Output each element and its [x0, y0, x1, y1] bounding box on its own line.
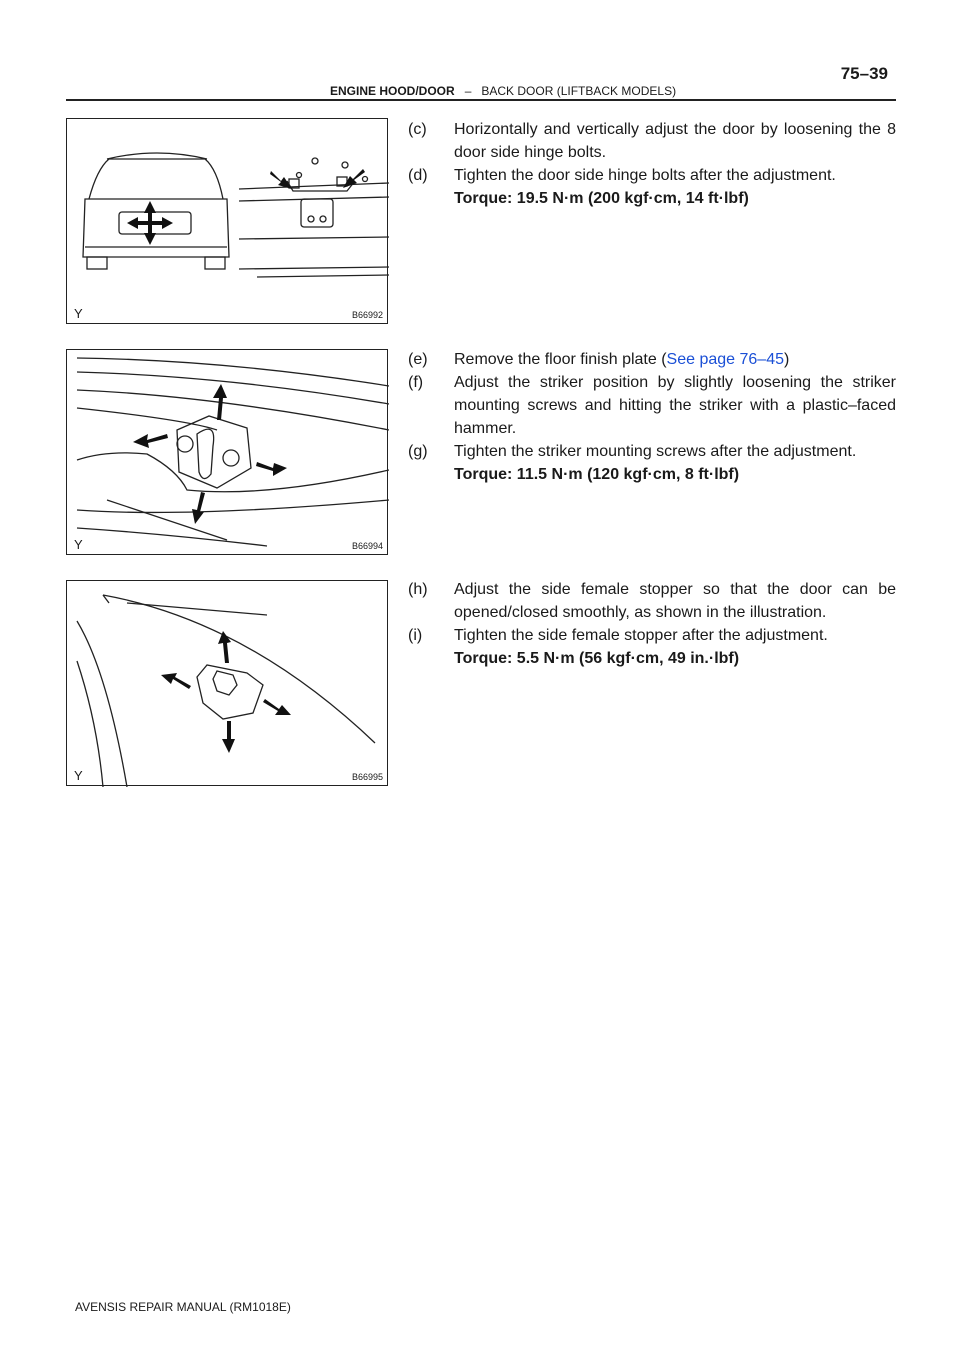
torque-spec: Torque: 5.5 N·m (56 kgf·cm, 49 in.·lbf): [454, 650, 740, 667]
steps-stopper: [408, 578, 896, 670]
section-title: [330, 84, 676, 98]
figure-mark: Y: [74, 537, 83, 552]
step-text-before: Remove the floor finish plate (: [454, 351, 667, 368]
hinge-illustration: [67, 119, 389, 325]
step-text: [454, 348, 896, 371]
torque-spec: Torque: 19.5 N·m (200 kgf·cm, 14 ft·lbf): [454, 190, 749, 207]
page-footer: AVENSIS REPAIR MANUAL (RM1018E): [75, 1300, 291, 1314]
step-text: Tighten the door side hinge bolts after the adjustment.: [454, 167, 836, 184]
torque-spec: Torque: 11.5 N·m (120 kgf·cm, 8 ft·lbf): [454, 466, 740, 483]
step-label: (i): [408, 627, 423, 644]
step-i: [408, 624, 896, 647]
step-text: Tighten the side female stopper after the adjustment.: [454, 627, 828, 644]
step-label: (d): [408, 167, 428, 184]
figure-mark: Y: [74, 768, 83, 783]
step-h: [408, 578, 896, 624]
page-header: [66, 58, 896, 102]
figure-mark: Y: [74, 306, 83, 321]
step-text-after: ): [784, 351, 790, 368]
step-e: [408, 348, 896, 371]
step-label: (g): [408, 443, 428, 460]
step-label: (h): [408, 581, 428, 598]
step-label: (f): [408, 374, 424, 391]
page-number: 75–39: [840, 64, 888, 83]
figure-stopper-adjustment: [66, 580, 388, 786]
step-c: [408, 118, 896, 164]
figure-code: B66994: [351, 541, 383, 551]
step-label: (e): [408, 351, 428, 368]
figure-striker-adjustment: [66, 349, 388, 555]
steps-striker: [408, 348, 896, 486]
section-separator: –: [464, 84, 472, 98]
step-text: Adjust the striker position by slightly loosening the striker mounting screws and hitting the striker with a plastic–faced hammer.: [454, 374, 896, 437]
step-label: (c): [408, 121, 427, 138]
step-g: [408, 440, 896, 463]
step-f: [408, 371, 896, 440]
figure-hinge-adjustment: [66, 118, 388, 324]
subsection-title: BACK DOOR (LIFTBACK MODELS): [481, 84, 677, 98]
section-bold: ENGINE HOOD/DOOR: [330, 84, 455, 98]
header-rule: [66, 99, 896, 101]
step-d: [408, 164, 896, 187]
steps-hinge: [408, 118, 896, 210]
step-text: Adjust the side female stopper so that the door can be opened/closed smoothly, as shown in the illustration.: [454, 581, 896, 621]
figure-code: B66995: [351, 772, 383, 782]
step-text: Horizontally and vertically adjust the door by loosening the 8 door side hinge bolts.: [454, 121, 896, 161]
see-page-link[interactable]: See page 76–45: [666, 351, 784, 368]
stopper-illustration: [67, 581, 389, 787]
figure-code: B66992: [351, 310, 383, 320]
step-text: Tighten the striker mounting screws after the adjustment.: [454, 443, 857, 460]
striker-illustration: [67, 350, 389, 556]
